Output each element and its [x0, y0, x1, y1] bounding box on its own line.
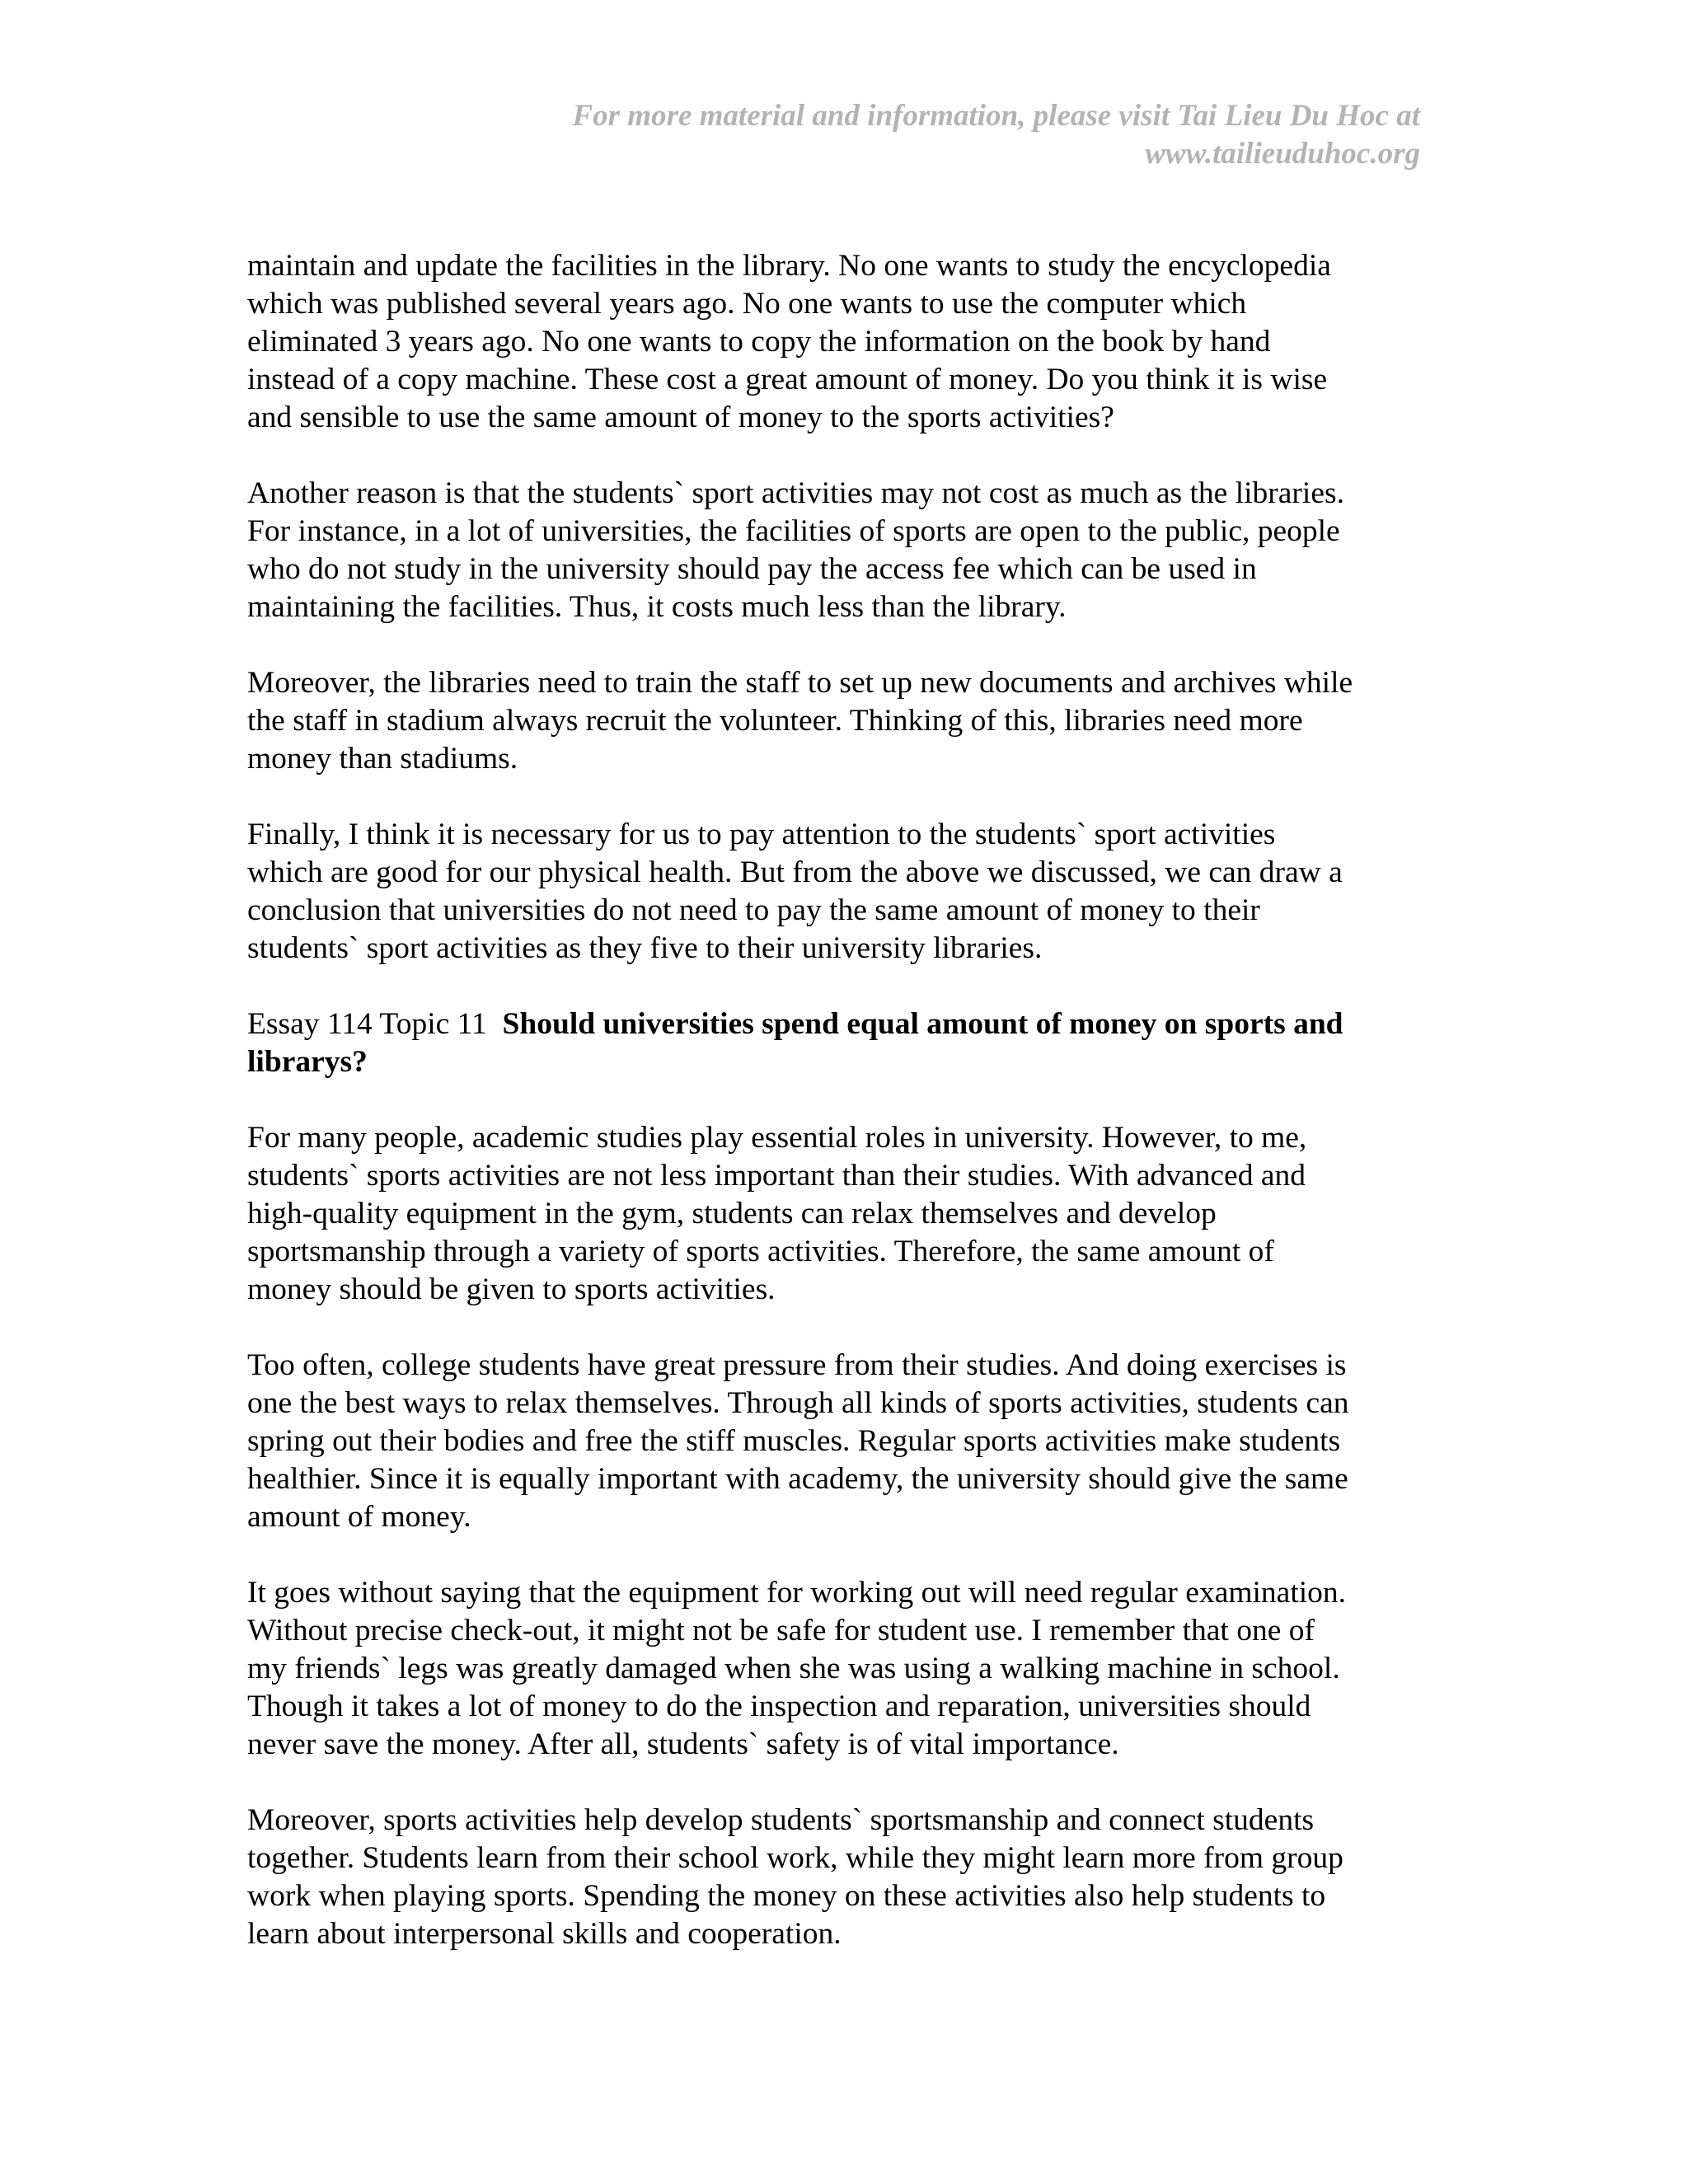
paragraph-line: For instance, in a lot of universities, the facilities of sports are open to the public, people: [247, 514, 1340, 548]
essay-body: [247, 1119, 1426, 1953]
paragraph: [247, 664, 1426, 778]
essay-title-continued: librarys?: [247, 1045, 368, 1079]
paragraph-line: work when playing sports. Spending the money on these activities also help students to: [247, 1879, 1326, 1913]
paragraph-line: who do not study in the university should pay the access fee which can be used in: [247, 552, 1257, 586]
paragraph-line: and sensible to use the same amount of money to the sports activities?: [247, 401, 1114, 434]
paragraph-line: Another reason is that the students` sport activities may not cost as much as the libraries.: [247, 476, 1344, 510]
paragraph-line: high-quality equipment in the gym, students can relax themselves and develop: [247, 1197, 1217, 1230]
paragraph: [247, 1119, 1426, 1309]
paragraph-line: Moreover, the libraries need to train the staff to set up new documents and archives while: [247, 666, 1353, 700]
paragraph-line: which was published several years ago. No one wants to use the computer which: [247, 287, 1247, 321]
paragraph-line: students` sport activities as they five to their university libraries.: [247, 931, 1043, 965]
paragraph-line: money than stadiums.: [247, 742, 518, 776]
paragraph-line: which are good for our physical health. But from the above we discussed, we can draw a: [247, 855, 1343, 889]
essay-heading-line-2: [247, 1043, 1426, 1081]
paragraph: [247, 475, 1426, 626]
paragraph-line: the staff in stadium always recruit the volunteer. Thinking of this, libraries need more: [247, 704, 1303, 738]
paragraph-line: amount of money.: [247, 1500, 471, 1534]
essay-title: Should universities spend equal amount of money on sports and: [502, 1007, 1343, 1041]
paragraph-line: together. Students learn from their school work, while they might learn more from group: [247, 1841, 1343, 1875]
paragraph-line: Finally, I think it is necessary for us to pay attention to the students` sport activities: [247, 818, 1276, 851]
paragraph-line: It goes without saying that the equipment for working out will need regular examination.: [247, 1576, 1347, 1610]
paragraph-line: learn about interpersonal skills and cooperation.: [247, 1917, 842, 1951]
page-header: [431, 97, 1420, 173]
paragraph: [247, 1574, 1426, 1764]
paragraph: [247, 1347, 1426, 1536]
paragraph-line: students` sports activities are not less important than their studies. With advanced and: [247, 1159, 1306, 1193]
paragraph-line: maintaining the facilities. Thus, it costs much less than the library.: [247, 590, 1067, 624]
paragraph-line: money should be given to sports activities.: [247, 1272, 776, 1306]
paragraph-line: eliminated 3 years ago. No one wants to copy the information on the book by hand: [247, 325, 1271, 359]
paragraph-line: spring out their bodies and free the stiff muscles. Regular sports activities make students: [247, 1424, 1341, 1458]
paragraph: [247, 247, 1426, 437]
paragraph-line: conclusion that universities do not need to pay the same amount of money to their: [247, 893, 1260, 927]
paragraph-line: one the best ways to relax themselves. Through all kinds of sports activities, students can: [247, 1386, 1349, 1420]
document-body: [247, 247, 1426, 1991]
paragraph: [247, 1802, 1426, 1953]
paragraph-line: never save the money. After all, students` safety is of vital importance.: [247, 1727, 1119, 1761]
essay-heading: [247, 1005, 1426, 1081]
paragraph-line: sportsmanship through a variety of sports activities. Therefore, the same amount of: [247, 1235, 1274, 1268]
paragraph: [247, 816, 1426, 968]
header-line-1: For more material and information, please visit Tai Lieu Du Hoc at: [572, 99, 1420, 133]
essay-heading-line-1: [247, 1005, 1426, 1043]
paragraph-line: maintain and update the facilities in the library. No one wants to study the encyclopedia: [247, 249, 1331, 283]
essay-previous-section: [247, 247, 1426, 968]
essay-label: Essay 114 Topic 11: [247, 1007, 487, 1041]
paragraph-line: Too often, college students have great pressure from their studies. And doing exercises is: [247, 1348, 1347, 1382]
paragraph-line: instead of a copy machine. These cost a great amount of money. Do you think it is wise: [247, 363, 1328, 396]
paragraph-line: healthier. Since it is equally important with academy, the university should give the same: [247, 1462, 1348, 1496]
paragraph-line: Though it takes a lot of money to do the inspection and reparation, universities should: [247, 1690, 1311, 1723]
paragraph-line: Moreover, sports activities help develop students` sportsmanship and connect students: [247, 1803, 1315, 1837]
paragraph-line: my friends` legs was greatly damaged when she was using a walking machine in school.: [247, 1652, 1340, 1685]
paragraph-line: For many people, academic studies play essential roles in university. However, to me,: [247, 1121, 1307, 1155]
paragraph-line: Without precise check-out, it might not be safe for student use. I remember that one of: [247, 1614, 1315, 1647]
header-website: www.tailieuduhoc.org: [1145, 137, 1420, 171]
